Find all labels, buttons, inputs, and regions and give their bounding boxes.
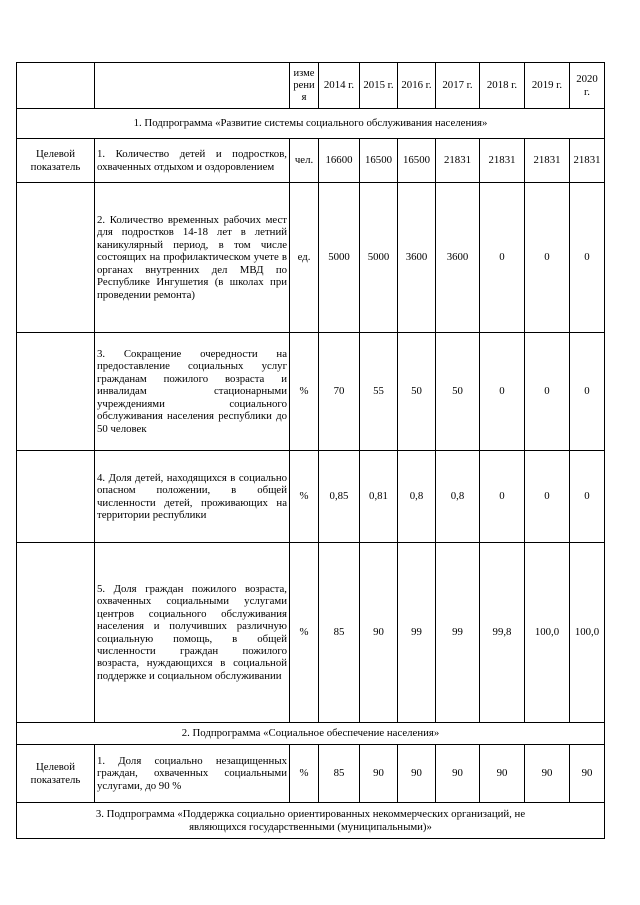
header-year: 2018 г.	[480, 63, 525, 109]
header-year: 2014 г.	[319, 63, 360, 109]
row-value: 0	[525, 183, 570, 333]
row-value: 0	[480, 451, 525, 543]
row-value: 100,0	[570, 543, 605, 723]
row-value: 90	[436, 745, 480, 803]
row-unit: %	[290, 451, 319, 543]
row-unit: %	[290, 745, 319, 803]
table-row	[17, 543, 605, 723]
row-value: 90	[398, 745, 436, 803]
row-category	[17, 183, 95, 333]
header-year: 2017 г.	[436, 63, 480, 109]
row-value: 3600	[436, 183, 480, 333]
row-value: 50	[398, 333, 436, 451]
row-unit: чел.	[290, 139, 319, 183]
table-row	[17, 333, 605, 451]
row-value: 5000	[360, 183, 398, 333]
row-value: 0	[570, 333, 605, 451]
header-empty-cell	[17, 63, 95, 109]
row-name: 2. Количество временных рабочих мест для подростков 14-18 лет в летний каникулярный период, в том числе состоящих на профилактическом учете в органах внутренних дел МВД по Республике Ингушетия (в школах при проведении ремонта)	[95, 183, 290, 333]
row-value: 21831	[480, 139, 525, 183]
row-category	[17, 543, 95, 723]
row-unit: %	[290, 543, 319, 723]
row-value: 50	[436, 333, 480, 451]
row-value: 90	[360, 745, 398, 803]
header-year: 2015 г.	[360, 63, 398, 109]
indicators-table	[16, 62, 605, 839]
header-empty-cell	[95, 63, 290, 109]
section-row	[17, 109, 605, 139]
row-value: 0	[525, 451, 570, 543]
row-value: 90	[570, 745, 605, 803]
header-row	[17, 63, 605, 109]
section-row	[17, 803, 605, 839]
row-name: 3. Сокращение очередности на предоставление социальных услуг гражданам пожилого возраста и инвалидам стационарными учреждениями социального обслуживания населения республики до 50 человек	[95, 333, 290, 451]
row-value: 90	[525, 745, 570, 803]
row-value: 16500	[398, 139, 436, 183]
row-value: 5000	[319, 183, 360, 333]
table-row	[17, 451, 605, 543]
row-category: Целевой показатель	[17, 139, 95, 183]
row-value: 99	[436, 543, 480, 723]
row-name: 5. Доля граждан пожилого возраста, охваченных социальными услугами центров социального обслуживания населения и получивших различную социальную помощь, в общей численности граждан пожилого возраста, нуждающихся в социальной поддержке и социальном обслуживании	[95, 543, 290, 723]
row-value: 0,85	[319, 451, 360, 543]
section-row	[17, 723, 605, 745]
row-value: 0,81	[360, 451, 398, 543]
header-unit: изме рени я	[290, 63, 319, 109]
table-row	[17, 183, 605, 333]
row-value: 90	[480, 745, 525, 803]
row-value: 0,8	[436, 451, 480, 543]
row-name: 1. Количество детей и подростков, охваченных отдыхом и оздоровлением	[95, 139, 290, 183]
row-value: 85	[319, 745, 360, 803]
section-title: 2. Подпрограмма «Социальное обеспечение населения»	[17, 723, 605, 745]
row-value: 90	[360, 543, 398, 723]
row-value: 55	[360, 333, 398, 451]
row-value: 0	[480, 183, 525, 333]
table-row	[17, 139, 605, 183]
row-unit: %	[290, 333, 319, 451]
row-value: 3600	[398, 183, 436, 333]
row-name: 4. Доля детей, находящихся в социально опасном положении, в общей численности детей, проживающих на территории республики	[95, 451, 290, 543]
row-value: 0	[570, 183, 605, 333]
row-unit: ед.	[290, 183, 319, 333]
row-name: 1. Доля социально незащищенных граждан, охваченных социальными услугами, до 90 %	[95, 745, 290, 803]
row-value: 16600	[319, 139, 360, 183]
row-category: Целевой показатель	[17, 745, 95, 803]
row-value: 0	[570, 451, 605, 543]
row-value: 21831	[436, 139, 480, 183]
row-value: 0	[480, 333, 525, 451]
row-value: 100,0	[525, 543, 570, 723]
section-title: 3. Подпрограмма «Поддержка социально ориентированных некоммерческих организаций, не являющихся государственными (муниципальными)»	[17, 803, 605, 839]
row-value: 99,8	[480, 543, 525, 723]
row-value: 21831	[525, 139, 570, 183]
table-row	[17, 745, 605, 803]
section-title: 1. Подпрограмма «Развитие системы социального обслуживания населения»	[17, 109, 605, 139]
row-value: 85	[319, 543, 360, 723]
header-year: 2019 г.	[525, 63, 570, 109]
row-value: 21831	[570, 139, 605, 183]
row-value: 0,8	[398, 451, 436, 543]
row-category	[17, 451, 95, 543]
row-value: 16500	[360, 139, 398, 183]
header-year: 2016 г.	[398, 63, 436, 109]
row-value: 0	[525, 333, 570, 451]
header-year: 2020 г.	[570, 63, 605, 109]
row-category	[17, 333, 95, 451]
row-value: 70	[319, 333, 360, 451]
row-value: 99	[398, 543, 436, 723]
